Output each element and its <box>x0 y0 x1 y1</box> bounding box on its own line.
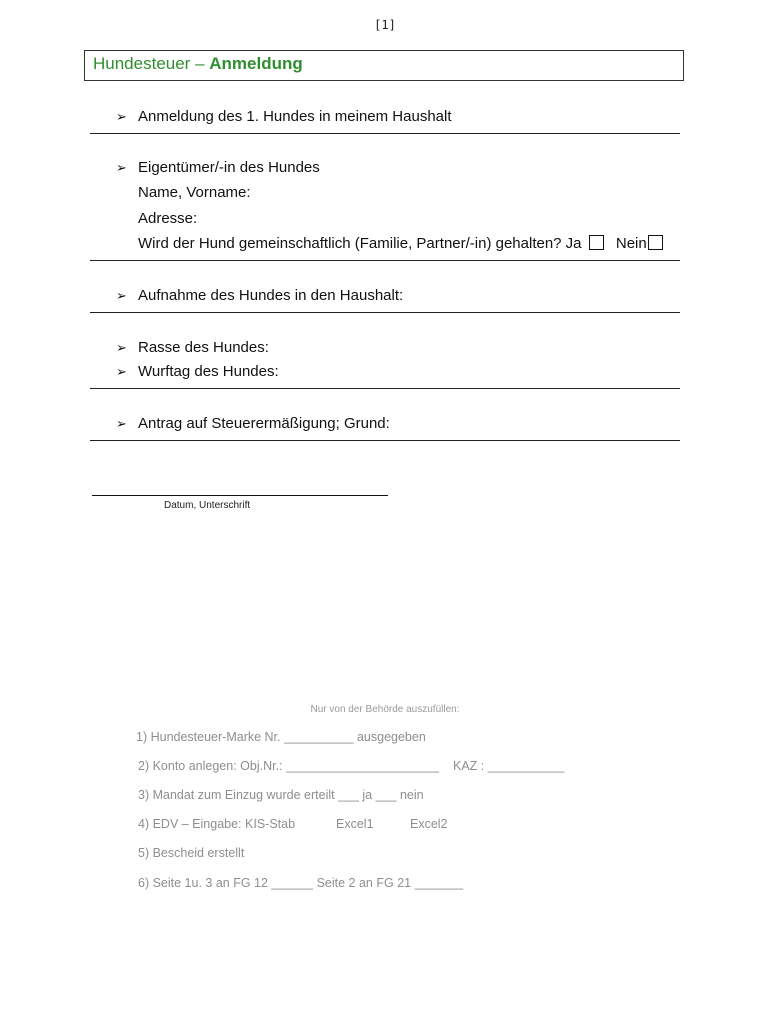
section-owner-label: Eigentümer/-in des Hundes <box>138 159 320 176</box>
name-field-label: Name, Vorname: <box>138 184 251 201</box>
section-tax-reduction <box>116 415 390 432</box>
address-field-label: Adresse: <box>138 210 198 227</box>
divider <box>90 388 680 389</box>
section-tax-reduction-label: Antrag auf Steuerermäßigung; Grund: <box>138 415 390 432</box>
authority-line-2-kaz: KAZ : ___________ <box>453 759 565 773</box>
authority-line-1: 1) Hundesteuer-Marke Nr. __________ ausgegeben <box>136 730 426 744</box>
yes-checkbox[interactable] <box>589 235 604 250</box>
section-breed-label: Rasse des Hundes: <box>138 339 269 356</box>
section-breed <box>116 339 269 356</box>
form-title <box>93 54 303 74</box>
authority-line-4-excel1: Excel1 <box>336 817 374 831</box>
divider <box>90 260 680 261</box>
signature-line[interactable] <box>92 495 388 496</box>
shared-ownership-question <box>138 235 663 252</box>
authority-heading: Nur von der Behörde auszufüllen: <box>310 704 460 715</box>
authority-line-3: 3) Mandat zum Einzug wurde erteilt ___ ja ___ nein <box>138 788 424 802</box>
section-birthdate-label: Wurftag des Hundes: <box>138 363 279 380</box>
arrow-bullet-icon: ➢ <box>116 364 127 379</box>
section-first-dog <box>116 108 452 125</box>
arrow-bullet-icon: ➢ <box>116 340 127 355</box>
authority-line-4: 4) EDV – Eingabe: KIS-Stab <box>138 817 296 831</box>
form-title-bold: Anmeldung <box>209 54 303 73</box>
section-owner <box>116 159 320 176</box>
shared-ownership-question-text: Wird der Hund gemeinschaftlich (Familie, Partner/-in) gehalten? Ja <box>138 235 582 252</box>
authority-line-2: 2) Konto anlegen: Obj.Nr.: ______________________ <box>138 759 439 773</box>
section-admission <box>116 287 403 304</box>
form-title-prefix: Hundesteuer – <box>93 54 210 73</box>
divider <box>90 133 680 134</box>
authority-line-4-excel2: Excel2 <box>410 817 448 831</box>
section-first-dog-label: Anmeldung des 1. Hundes in meinem Haushalt <box>138 108 452 125</box>
arrow-bullet-icon: ➢ <box>116 160 127 175</box>
arrow-bullet-icon: ➢ <box>116 288 127 303</box>
arrow-bullet-icon: ➢ <box>116 109 127 124</box>
authority-line-6: 6) Seite 1u. 3 an FG 12 ______ Seite 2 an FG 21 _______ <box>138 876 464 890</box>
divider <box>90 440 680 441</box>
signature-label: Datum, Unterschrift <box>164 500 251 511</box>
section-birthdate <box>116 363 279 380</box>
no-label: Nein <box>615 235 647 252</box>
authority-line-5: 5) Bescheid erstellt <box>138 846 245 860</box>
no-checkbox[interactable] <box>648 235 663 250</box>
section-admission-label: Aufnahme des Hundes in den Haushalt: <box>138 287 404 304</box>
page-number: [1] <box>374 18 396 32</box>
divider <box>90 312 680 313</box>
arrow-bullet-icon: ➢ <box>116 416 127 431</box>
form-title-box <box>84 50 684 81</box>
